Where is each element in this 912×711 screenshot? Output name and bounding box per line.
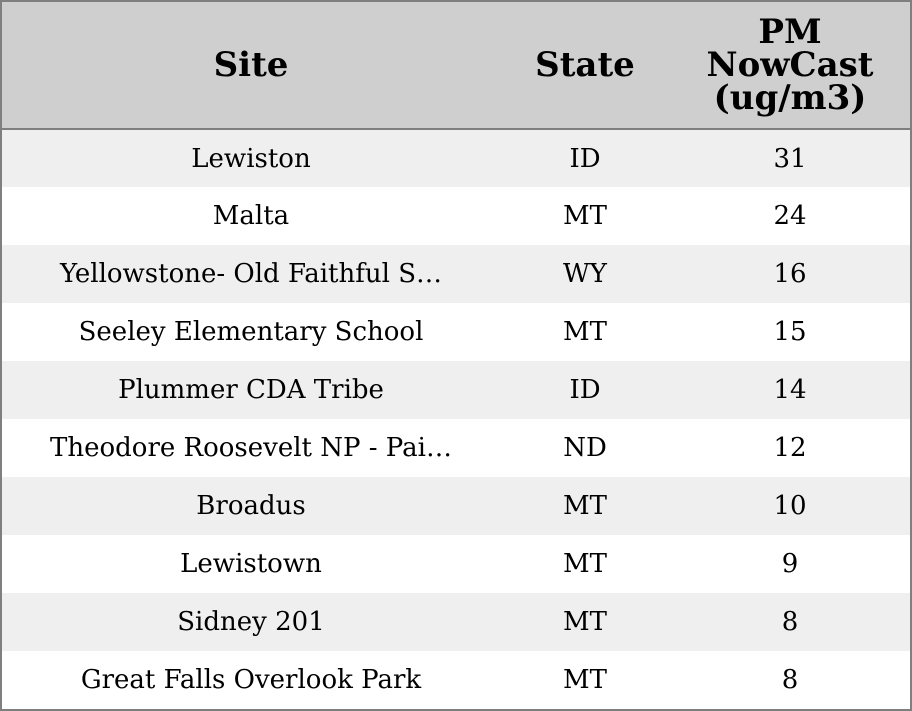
table-header [2, 2, 910, 129]
data-table [2, 2, 910, 709]
cell-state: MT [563, 549, 607, 579]
column-header-pm-line-3: (ug/m3) [713, 77, 867, 118]
cell-pm: 12 [773, 433, 807, 463]
cell-pm: 9 [781, 549, 799, 579]
cell-state: ND [563, 433, 607, 463]
cell-state: MT [563, 607, 607, 637]
column-header-pm-nowcast [670, 2, 910, 129]
table-row [2, 477, 910, 535]
cell-state: MT [563, 665, 607, 695]
table-row [2, 593, 910, 651]
cell-site: Malta [212, 201, 290, 231]
column-header-state: State [500, 2, 670, 129]
cell-pm: 24 [773, 201, 807, 231]
cell-site: Theodore Roosevelt NP - Pai… [50, 433, 452, 463]
column-header-pm-line-1: PM [758, 11, 822, 52]
table-row [2, 187, 910, 245]
cell-pm: 10 [773, 491, 807, 521]
table-row [2, 303, 910, 361]
cell-site: Seeley Elementary School [78, 317, 424, 347]
cell-site: Plummer CDA Tribe [118, 375, 384, 405]
cell-site: Lewiston [191, 143, 311, 174]
cell-pm: 31 [773, 143, 807, 174]
cell-site: Broadus [196, 491, 306, 521]
cell-state: ID [569, 375, 601, 405]
cell-pm: 16 [773, 259, 807, 289]
table-row [2, 361, 910, 419]
cell-site: Yellowstone- Old Faithful S… [59, 259, 443, 289]
cell-pm: 14 [773, 375, 807, 405]
cell-state: MT [563, 491, 607, 521]
cell-site: Sidney 201 [177, 607, 325, 637]
column-header-site: Site [2, 2, 500, 129]
table-row [2, 651, 910, 709]
table-row [2, 245, 910, 303]
cell-state: ID [569, 143, 601, 174]
header-row [2, 2, 910, 129]
cell-state: MT [563, 317, 607, 347]
table-body [2, 129, 910, 709]
cell-state: WY [563, 259, 607, 289]
cell-site: Great Falls Overlook Park [80, 665, 422, 695]
cell-pm: 8 [781, 665, 799, 695]
table-row [2, 535, 910, 593]
table-row [2, 419, 910, 477]
cell-pm: 8 [781, 607, 799, 637]
cell-pm: 15 [773, 317, 807, 347]
table-row [2, 129, 910, 187]
cell-state: MT [563, 201, 607, 231]
cell-site: Lewistown [180, 549, 322, 579]
column-header-pm-line-2: NowCast [706, 44, 874, 85]
